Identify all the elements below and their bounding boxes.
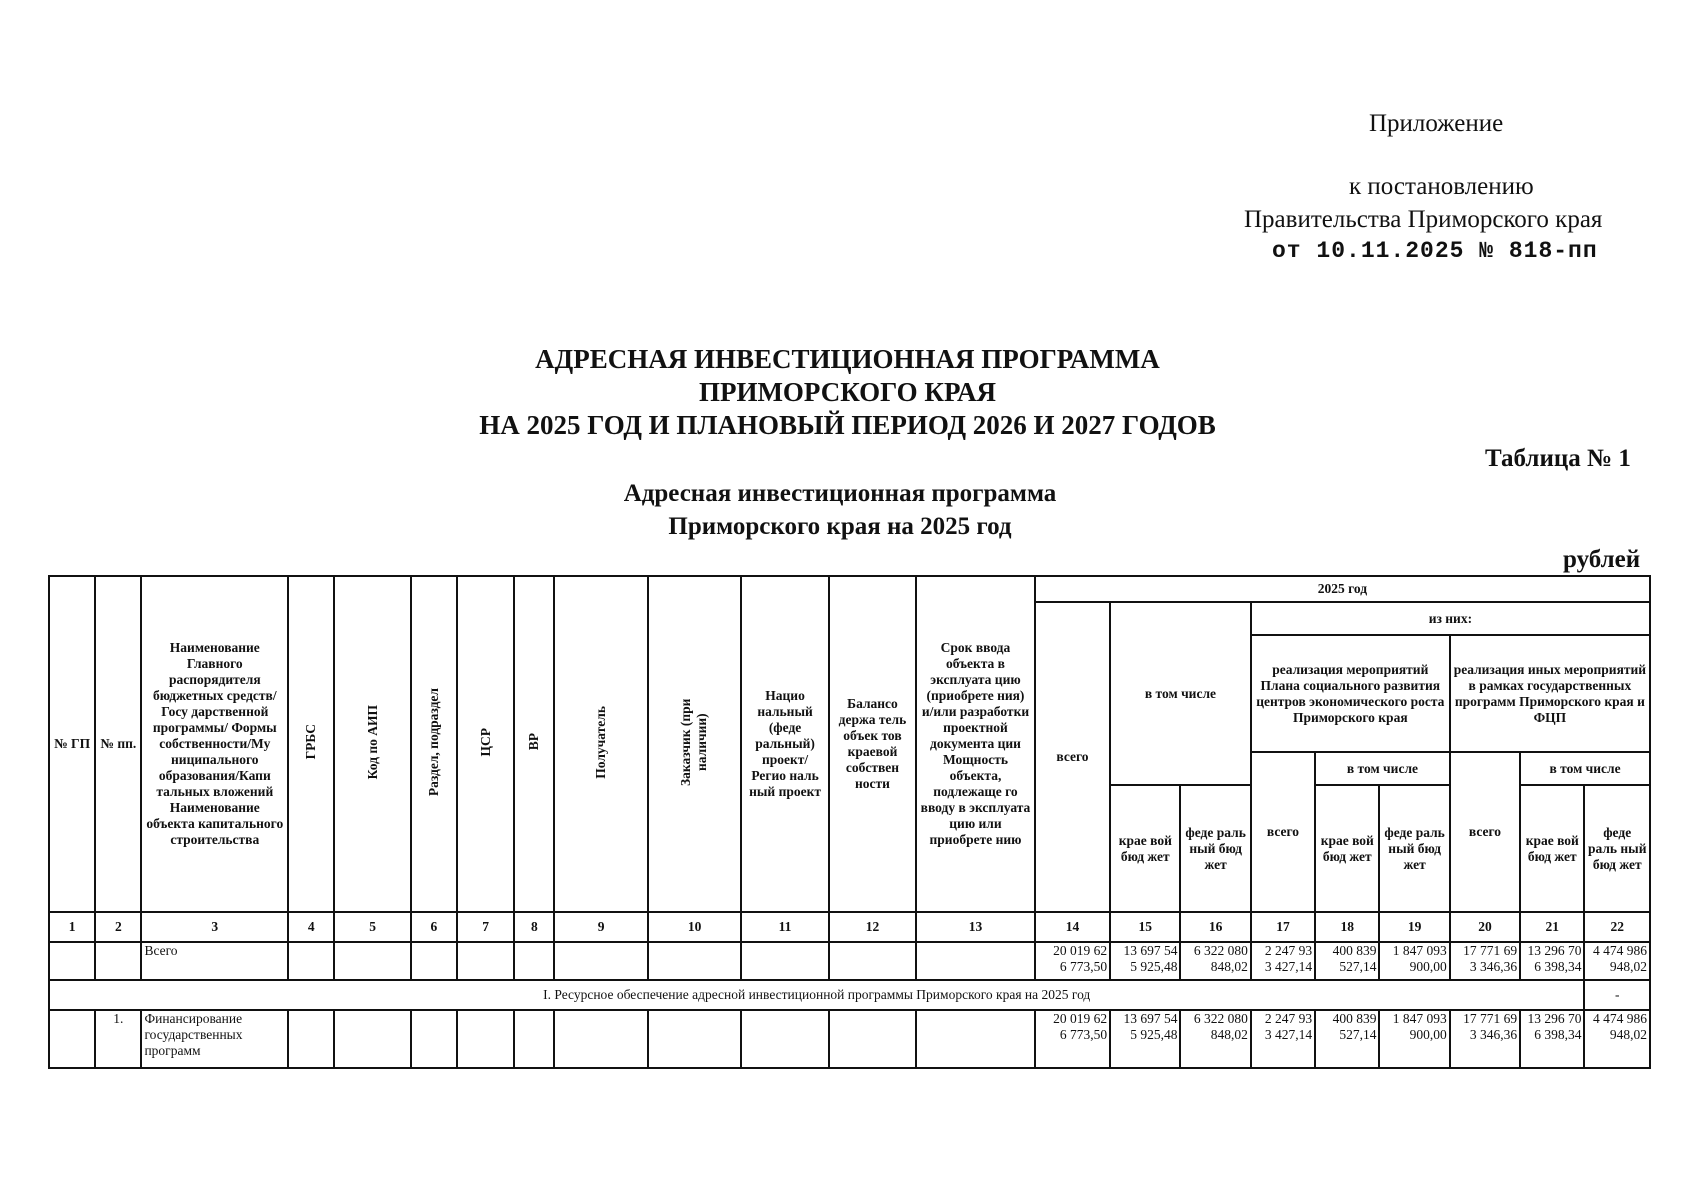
total-value: 13 296 70 6 398,34 bbox=[1520, 942, 1584, 980]
decree-number: от 10.11.2025 № 818-пп bbox=[1272, 238, 1598, 264]
col-number: 12 bbox=[829, 912, 916, 942]
col-number: 16 bbox=[1180, 912, 1250, 942]
header-csr bbox=[457, 576, 514, 912]
appendix-line1: к постановлению bbox=[1349, 173, 1534, 200]
header-recipient bbox=[554, 576, 647, 912]
header-grbs bbox=[288, 576, 334, 912]
col-number: 11 bbox=[741, 912, 828, 942]
header-customer bbox=[648, 576, 741, 912]
header-customer-label: Заказчик (при наличии) bbox=[677, 698, 709, 786]
table-number: Таблица № 1 bbox=[1485, 445, 1631, 472]
appendix-line2: Правительства Приморского края bbox=[1244, 206, 1603, 233]
investment-table bbox=[48, 575, 1651, 1069]
empty-cell bbox=[916, 942, 1035, 980]
empty-cell bbox=[829, 942, 916, 980]
col-number: 6 bbox=[411, 912, 457, 942]
empty-cell bbox=[916, 1010, 1035, 1068]
col-number: 7 bbox=[457, 912, 514, 942]
col-number: 19 bbox=[1379, 912, 1449, 942]
col-number: 13 bbox=[916, 912, 1035, 942]
header-year: 2025 год bbox=[1035, 576, 1650, 602]
header-total: всего bbox=[1035, 602, 1110, 912]
header-other-total: всего bbox=[1450, 752, 1520, 912]
header-plan: реализация мероприятий Плана социального развития центров экономического роста Приморского края bbox=[1251, 635, 1450, 752]
empty-cell bbox=[411, 1010, 457, 1068]
row1-gp-cell bbox=[49, 1010, 95, 1068]
title-line3: НА 2025 ГОД И ПЛАНОВЫЙ ПЕРИОД 2026 И 2027 ГОДОВ bbox=[479, 410, 1216, 440]
col-number: 18 bbox=[1315, 912, 1379, 942]
header-other-including: в том числе bbox=[1520, 752, 1650, 785]
row1-value: 13 296 70 6 398,34 bbox=[1520, 1010, 1584, 1068]
header-including: в том числе bbox=[1110, 602, 1251, 785]
section-dash: - bbox=[1584, 980, 1650, 1010]
empty-cell bbox=[334, 942, 410, 980]
header-other: реализация иных мероприятий в рамках государственных программ Приморского края и ФЦП bbox=[1450, 635, 1650, 752]
subtitle-line1: Адресная инвестиционная программа bbox=[623, 480, 1057, 507]
empty-cell bbox=[648, 1010, 741, 1068]
row1-value: 17 771 69 3 346,36 bbox=[1450, 1010, 1520, 1068]
total-gp-cell bbox=[49, 942, 95, 980]
total-pp-cell bbox=[95, 942, 141, 980]
total-value: 17 771 69 3 346,36 bbox=[1450, 942, 1520, 980]
total-value: 1 847 093 900,00 bbox=[1379, 942, 1449, 980]
row1-value: 400 839 527,14 bbox=[1315, 1010, 1379, 1068]
header-regional: крае вой бюд жет bbox=[1110, 785, 1180, 912]
row1-value: 4 474 986 948,02 bbox=[1584, 1010, 1650, 1068]
header-grbs-label: ГРБС bbox=[303, 724, 319, 760]
col-number: 8 bbox=[514, 912, 554, 942]
row1-value: 1 847 093 900,00 bbox=[1379, 1010, 1449, 1068]
total-value: 400 839 527,14 bbox=[1315, 942, 1379, 980]
header-plan-total: всего bbox=[1251, 752, 1315, 912]
subtitle-line2: Приморского края на 2025 год bbox=[668, 513, 1012, 540]
header-project: Нацио нальный (феде ральный) проект/ Регио наль ный проект bbox=[741, 576, 828, 912]
header-plan-federal: феде раль ный бюд жет bbox=[1379, 785, 1449, 912]
header-gp: № ГП bbox=[49, 576, 95, 912]
row1-value: 2 247 93 3 427,14 bbox=[1251, 1010, 1315, 1068]
col-number: 10 bbox=[648, 912, 741, 942]
total-value: 6 322 080 848,02 bbox=[1180, 942, 1250, 980]
row1-pp-cell: 1. bbox=[95, 1010, 141, 1068]
col-number: 9 bbox=[554, 912, 647, 942]
row1-value: 6 322 080 848,02 bbox=[1180, 1010, 1250, 1068]
empty-cell bbox=[741, 942, 828, 980]
col-number: 2 bbox=[95, 912, 141, 942]
title-line1: АДРЕСНАЯ ИНВЕСТИЦИОННАЯ ПРОГРАММА bbox=[535, 344, 1160, 374]
empty-cell bbox=[457, 942, 514, 980]
header-holder: Балансо держа тель объек тов краевой собствен ности bbox=[829, 576, 916, 912]
header-name: Наименование Главного распорядителя бюджетных средств/Госу дарственной программы/ Формы собственности/Му ниципального образования/Капи тальных вложений Наименование объекта капитального строительства bbox=[141, 576, 288, 912]
table-row-1 bbox=[49, 1010, 1650, 1068]
col-number: 20 bbox=[1450, 912, 1520, 942]
total-value: 20 019 62 6 773,50 bbox=[1035, 942, 1110, 980]
col-number: 3 bbox=[141, 912, 288, 942]
units-label: рублей bbox=[1563, 546, 1641, 573]
header-aip-label: Код по АИП bbox=[364, 704, 380, 780]
header-plan-including: в том числе bbox=[1315, 752, 1450, 785]
header-razdel-label: Раздел, подраздел bbox=[425, 687, 441, 797]
total-value: 13 697 54 5 925,48 bbox=[1110, 942, 1180, 980]
document-title bbox=[0, 343, 1695, 442]
table-subtitle bbox=[540, 477, 1140, 543]
empty-cell bbox=[648, 942, 741, 980]
row1-value: 20 019 62 6 773,50 bbox=[1035, 1010, 1110, 1068]
empty-cell bbox=[288, 942, 334, 980]
header-other-regional: крае вой бюд жет bbox=[1520, 785, 1584, 912]
col-number: 4 bbox=[288, 912, 334, 942]
col-number: 5 bbox=[334, 912, 410, 942]
total-value: 4 474 986 948,02 bbox=[1584, 942, 1650, 980]
header-of-them: из них: bbox=[1251, 602, 1650, 635]
appendix-label: Приложение bbox=[1369, 110, 1504, 137]
column-number-row bbox=[49, 912, 1650, 942]
empty-cell bbox=[829, 1010, 916, 1068]
empty-cell bbox=[554, 1010, 647, 1068]
empty-cell bbox=[741, 1010, 828, 1068]
total-value: 2 247 93 3 427,14 bbox=[1251, 942, 1315, 980]
col-number: 21 bbox=[1520, 912, 1584, 942]
col-number: 15 bbox=[1110, 912, 1180, 942]
col-number: 1 bbox=[49, 912, 95, 942]
col-number: 22 bbox=[1584, 912, 1650, 942]
col-number: 17 bbox=[1251, 912, 1315, 942]
header-razdel bbox=[411, 576, 457, 912]
empty-cell bbox=[288, 1010, 334, 1068]
header-recipient-label: Получатель bbox=[593, 705, 609, 779]
header-csr-label: ЦСР bbox=[477, 727, 493, 757]
header-pp: № пп. bbox=[95, 576, 141, 912]
table-row-total bbox=[49, 942, 1650, 980]
empty-cell bbox=[334, 1010, 410, 1068]
col-number: 14 bbox=[1035, 912, 1110, 942]
header-aip bbox=[334, 576, 410, 912]
header-vr-label: ВР bbox=[526, 733, 542, 751]
section-heading: I. Ресурсное обеспечение адресной инвестиционной программы Приморского края на 2025 год bbox=[49, 980, 1584, 1010]
empty-cell bbox=[514, 942, 554, 980]
empty-cell bbox=[554, 942, 647, 980]
header-vr bbox=[514, 576, 554, 912]
header-term: Срок ввода объекта в эксплуата цию (приобрете ния) и/или разработки проектной документа ции Мощность объекта, подлежаще го вводу в эксплуата цию или приобрете нию bbox=[916, 576, 1035, 912]
row1-value: 13 697 54 5 925,48 bbox=[1110, 1010, 1180, 1068]
header-plan-regional: крае вой бюд жет bbox=[1315, 785, 1379, 912]
row1-name-cell: Финансирование государственных программ bbox=[141, 1010, 288, 1068]
table-row-section bbox=[49, 980, 1650, 1010]
total-name-cell: Всего bbox=[141, 942, 288, 980]
title-line2: ПРИМОРСКОГО КРАЯ bbox=[698, 377, 997, 407]
header-other-federal: феде раль ный бюд жет bbox=[1584, 785, 1650, 912]
header-federal: феде раль ный бюд жет bbox=[1180, 785, 1250, 912]
empty-cell bbox=[514, 1010, 554, 1068]
empty-cell bbox=[457, 1010, 514, 1068]
empty-cell bbox=[411, 942, 457, 980]
